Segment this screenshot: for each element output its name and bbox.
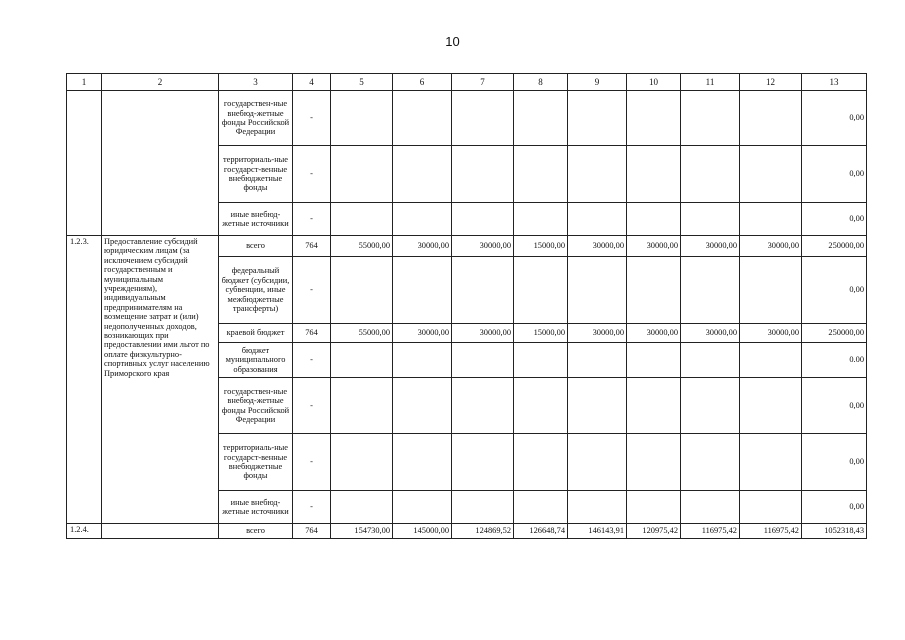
cell-code: 764	[293, 324, 331, 343]
cell-value: 30000,00	[740, 324, 802, 343]
item-name: Предоставление субсидий юридическим лицам (за исключением субсидий государственным и муниципальным учреждениям), индивидуальным предпринимателям на возмещение затрат и (или) недополученных доходов, возникающих при предоставлении ими льгот по оплате физкультурно-спортивных услуг населению Приморского края	[102, 236, 219, 524]
cell-value	[568, 491, 627, 524]
column-header: 10	[627, 74, 681, 91]
cell-total: 250000,00	[802, 324, 867, 343]
cell-value	[681, 434, 740, 491]
column-header: 1	[67, 74, 102, 91]
cell-value: 30000,00	[568, 236, 627, 257]
cell-value	[740, 343, 802, 378]
item-number: 1.2.3.	[67, 236, 102, 524]
cell-code: -	[293, 257, 331, 324]
cell-value	[452, 491, 514, 524]
item-number	[67, 91, 102, 236]
cell-value	[568, 343, 627, 378]
cell-value	[740, 257, 802, 324]
cell-value: 55000,00	[331, 324, 393, 343]
cell-value	[452, 203, 514, 236]
cell-value	[568, 203, 627, 236]
cell-value: 124869,52	[452, 524, 514, 539]
cell-value	[452, 91, 514, 146]
cell-total: 0.00	[802, 343, 867, 378]
cell-value	[393, 434, 452, 491]
cell-value	[393, 343, 452, 378]
cell-value	[452, 343, 514, 378]
cell-value	[568, 378, 627, 434]
cell-value	[514, 257, 568, 324]
funding-source: территориаль-ные государст-венные внебюджетные фонды	[219, 146, 293, 203]
cell-value: 30000,00	[452, 324, 514, 343]
cell-value	[627, 257, 681, 324]
column-header: 8	[514, 74, 568, 91]
cell-value	[568, 257, 627, 324]
column-header: 13	[802, 74, 867, 91]
cell-value	[331, 91, 393, 146]
cell-value	[681, 378, 740, 434]
column-header: 3	[219, 74, 293, 91]
funding-source: государствен-ные внебюд-жетные фонды Российской Федерации	[219, 378, 293, 434]
cell-total: 0,00	[802, 491, 867, 524]
cell-value: 154730,00	[331, 524, 393, 539]
cell-value: 55000,00	[331, 236, 393, 257]
cell-value: 30000,00	[740, 236, 802, 257]
cell-value	[740, 146, 802, 203]
table-row	[67, 524, 867, 539]
cell-total: 0,00	[802, 434, 867, 491]
column-header: 5	[331, 74, 393, 91]
cell-value: 116975,42	[740, 524, 802, 539]
cell-value	[681, 91, 740, 146]
cell-value: 30000,00	[681, 236, 740, 257]
column-header: 12	[740, 74, 802, 91]
cell-value	[452, 257, 514, 324]
cell-value	[452, 378, 514, 434]
cell-value	[740, 91, 802, 146]
table-row	[67, 236, 867, 257]
cell-value	[627, 91, 681, 146]
cell-value: 15000,00	[514, 236, 568, 257]
cell-value: 30000,00	[627, 324, 681, 343]
column-header: 7	[452, 74, 514, 91]
funding-source: иные внебюд-жетные источники	[219, 491, 293, 524]
funding-source: всего	[219, 524, 293, 539]
cell-value	[514, 378, 568, 434]
cell-total: 0,00	[802, 91, 867, 146]
page-number: 10	[445, 34, 460, 49]
cell-value	[393, 203, 452, 236]
cell-value	[568, 146, 627, 203]
cell-value	[331, 343, 393, 378]
cell-value	[681, 146, 740, 203]
cell-code: -	[293, 91, 331, 146]
cell-value: 15000,00	[514, 324, 568, 343]
cell-total: 0,00	[802, 257, 867, 324]
cell-value	[331, 434, 393, 491]
cell-total: 0,00	[802, 378, 867, 434]
cell-value: 30000,00	[393, 236, 452, 257]
cell-total: 0,00	[802, 203, 867, 236]
cell-value	[514, 343, 568, 378]
cell-value	[681, 343, 740, 378]
cell-value	[331, 491, 393, 524]
item-name	[102, 524, 219, 539]
table-row	[67, 91, 867, 146]
cell-value	[740, 378, 802, 434]
cell-value: 120975,42	[627, 524, 681, 539]
cell-value	[452, 434, 514, 491]
funding-source: федеральный бюджет (субсидии, субвенции, иные межбюджетные трансферты)	[219, 257, 293, 324]
cell-value	[514, 434, 568, 491]
cell-value	[627, 146, 681, 203]
cell-total: 0,00	[802, 146, 867, 203]
cell-code: -	[293, 343, 331, 378]
cell-code: -	[293, 434, 331, 491]
cell-value	[393, 91, 452, 146]
cell-value	[627, 343, 681, 378]
header-row	[67, 74, 867, 91]
column-header: 4	[293, 74, 331, 91]
cell-value	[740, 491, 802, 524]
cell-value	[681, 257, 740, 324]
cell-value: 30000,00	[681, 324, 740, 343]
cell-value	[740, 434, 802, 491]
item-number: 1.2.4.	[67, 524, 102, 539]
column-header: 9	[568, 74, 627, 91]
cell-value	[568, 91, 627, 146]
column-header: 6	[393, 74, 452, 91]
cell-value	[627, 434, 681, 491]
cell-value	[331, 257, 393, 324]
column-header: 11	[681, 74, 740, 91]
cell-value	[452, 146, 514, 203]
funding-source: бюджет муниципального образования	[219, 343, 293, 378]
cell-code: -	[293, 203, 331, 236]
cell-value	[681, 203, 740, 236]
cell-value	[331, 203, 393, 236]
cell-total: 1052318,43	[802, 524, 867, 539]
cell-value	[331, 378, 393, 434]
funding-source: иные внебюд-жетные источники	[219, 203, 293, 236]
cell-value: 30000,00	[627, 236, 681, 257]
funding-source: государствен-ные внебюд-жетные фонды Российской Федерации	[219, 91, 293, 146]
cell-value: 145000,00	[393, 524, 452, 539]
cell-value	[514, 203, 568, 236]
column-header: 2	[102, 74, 219, 91]
cell-code: -	[293, 146, 331, 203]
cell-value: 116975,42	[681, 524, 740, 539]
cell-value	[393, 257, 452, 324]
budget-table	[66, 73, 867, 539]
cell-code: -	[293, 378, 331, 434]
cell-value	[393, 491, 452, 524]
cell-value: 126648,74	[514, 524, 568, 539]
cell-value	[514, 91, 568, 146]
cell-value	[331, 146, 393, 203]
cell-value	[681, 491, 740, 524]
cell-value	[627, 491, 681, 524]
cell-value	[514, 146, 568, 203]
cell-value	[627, 378, 681, 434]
cell-value	[514, 491, 568, 524]
funding-source: всего	[219, 236, 293, 257]
cell-value: 30000,00	[393, 324, 452, 343]
cell-value	[627, 203, 681, 236]
cell-code: -	[293, 491, 331, 524]
funding-source: территориаль-ные государст-венные внебюджетные фонды	[219, 434, 293, 491]
cell-code: 764	[293, 236, 331, 257]
funding-source: краевой бюджет	[219, 324, 293, 343]
cell-value: 146143,91	[568, 524, 627, 539]
cell-value	[568, 434, 627, 491]
cell-value	[393, 378, 452, 434]
cell-value	[740, 203, 802, 236]
cell-value: 30000,00	[452, 236, 514, 257]
cell-total: 250000,00	[802, 236, 867, 257]
cell-value	[393, 146, 452, 203]
cell-value: 30000,00	[568, 324, 627, 343]
item-name	[102, 91, 219, 236]
cell-code: 764	[293, 524, 331, 539]
